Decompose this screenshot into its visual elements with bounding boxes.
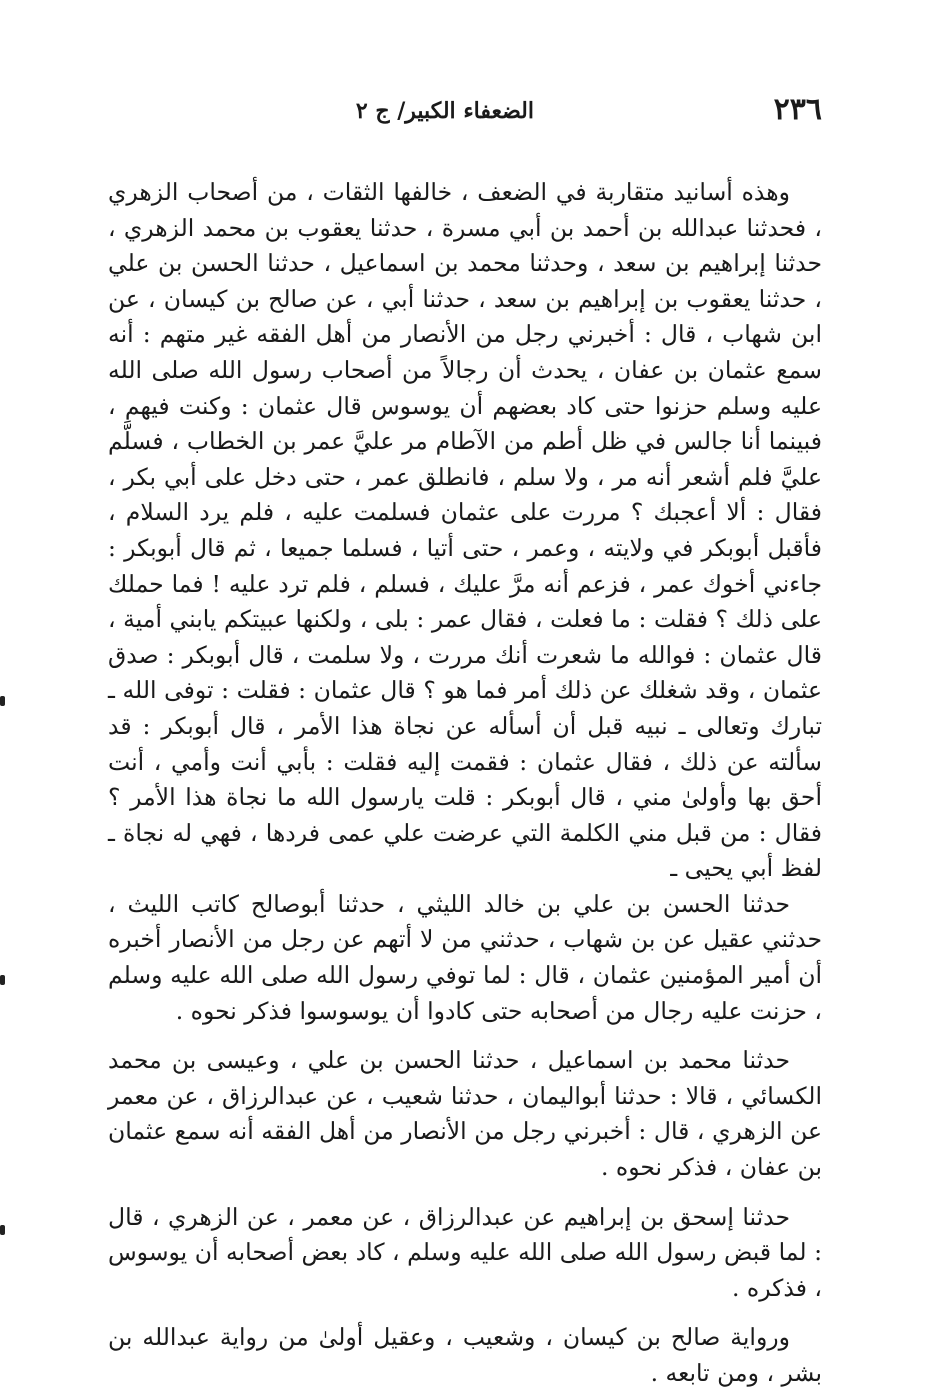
body-text: [108, 175, 822, 1392]
margin-mark: [0, 1225, 5, 1235]
paragraph-2: حدثنا الحسن بن علي بن خالد الليثي ، حدثنا أبوصالح كاتب الليث ، حدثني عقيل عن بن شهاب ، حدثني من لا أتهم عن رجل من الأنصار أخبره أن أمير المؤمنين عثمان ، قال : لما توفي رسول الله صلى الله عليه وسلم ، حزنت عليه رجال من أصحابه حتى كادوا أن يوسوسوا فذكر نحوه .: [108, 889, 822, 1025]
running-title: الضعفاء الكبير/ ج ٢: [355, 98, 534, 124]
paragraph-5: ورواية صالح بن كيسان ، وشعيب ، وعقيل أولىٰ من رواية عبدالله بن بشر ، ومن تابعه .: [108, 1323, 822, 1387]
margin-mark: [0, 975, 5, 985]
margin-mark: [0, 696, 5, 706]
paragraph-3: حدثنا محمد بن اسماعيل ، حدثنا الحسن بن علي ، وعيسى بن محمد الكسائي ، قالا : حدثنا أبواليمان ، حدثنا شعيب ، عن عبدالرزاق ، عن معمر عن الزهري ، قال : أخبرني رجل من الأنصار من أهل الفقه أنه سمع عثمان بن عفان ، فذكر نحوه .: [108, 1046, 822, 1182]
page-header: [170, 92, 822, 128]
page-number: ٢٣٦: [773, 92, 822, 127]
paragraph-1: وهذه أسانيد متقاربة في الضعف ، خالفها الثقات ، من أصحاب الزهري ، فحدثنا عبدالله بن أحمد بن أبي مسرة ، حدثنا يعقوب بن محمد الزهري ، حدثنا إبراهيم بن سعد ، وحدثنا محمد بن اسماعيل ، حدثنا الحسن بن علي ، حدثنا يعقوب بن إبراهيم بن سعد ، حدثنا أبي ، عن صالح بن كيسان ، عن ابن شهاب ، قال : أخبرني رجل من الأنصار من أهل الفقه غير متهم : أنه سمع عثمان بن عفان ، يحدث أن رجالاً من أصحاب رسول الله صلى الله عليه وسلم حزنوا حتى كاد بعضهم أن يوسوس قال عثمان : وكنت فيهم ، فبينما أنا جالس في ظل أطم من الآطام مر عليَّ عمر بن الخطاب ، فسلَّم عليَّ فلم أشعر أنه مر ، ولا سلم ، فانطلق عمر ، حتى دخل على أبي بكر ، فقال : ألا أعجبك ؟ مررت على عثمان فسلمت عليه ، فلم يرد السلام ، فأقبل أبوبكر في ولايته ، وعمر ، حتى أتيا ، فسلما جميعا ، ثم قال أبوبكر : جاءني أخوك عمر ، فزعم أنه مرَّ عليك ، فسلم ، فلم ترد عليه ! فما حملك على ذلك ؟ فقلت : ما فعلت ، فقال عمر : بلى ، ولكنها عبيتكم يابني أمية ، قال عثمان : فوالله ما شعرت أنك مررت ، ولا سلمت ، قال أبوبكر : صدق عثمان ، وقد شغلك عن ذلك أمر فما هو ؟ قال عثمان : فقلت : توفى الله ـ تبارك وتعالى ـ نبيه قبل أن أسأله عن نجاة هذا الأمر ، قال أبوبكر : قد سألته عن ذلك ، فقال عثمان : فقمت إليه فقلت : بأبي أنت وأمي ، أنت أحق بها وأولىٰ مني ، قال أبوبكر : قلت يارسول الله ما نجاة هذا الأمر ؟ فقال : من قبل مني الكلمة التي عرضت علي عمى فردها ، فهي له نجاة ـ لفظ أبي يحيى ـ: [108, 178, 822, 883]
paragraph-4: حدثنا إسحق بن إبراهيم عن عبدالرزاق ، عن معمر ، عن الزهري ، قال : لما قبض رسول الله صلى الله عليه وسلم ، كاد بعض أصحابه أن يوسوس ، فذكره .: [108, 1202, 822, 1302]
